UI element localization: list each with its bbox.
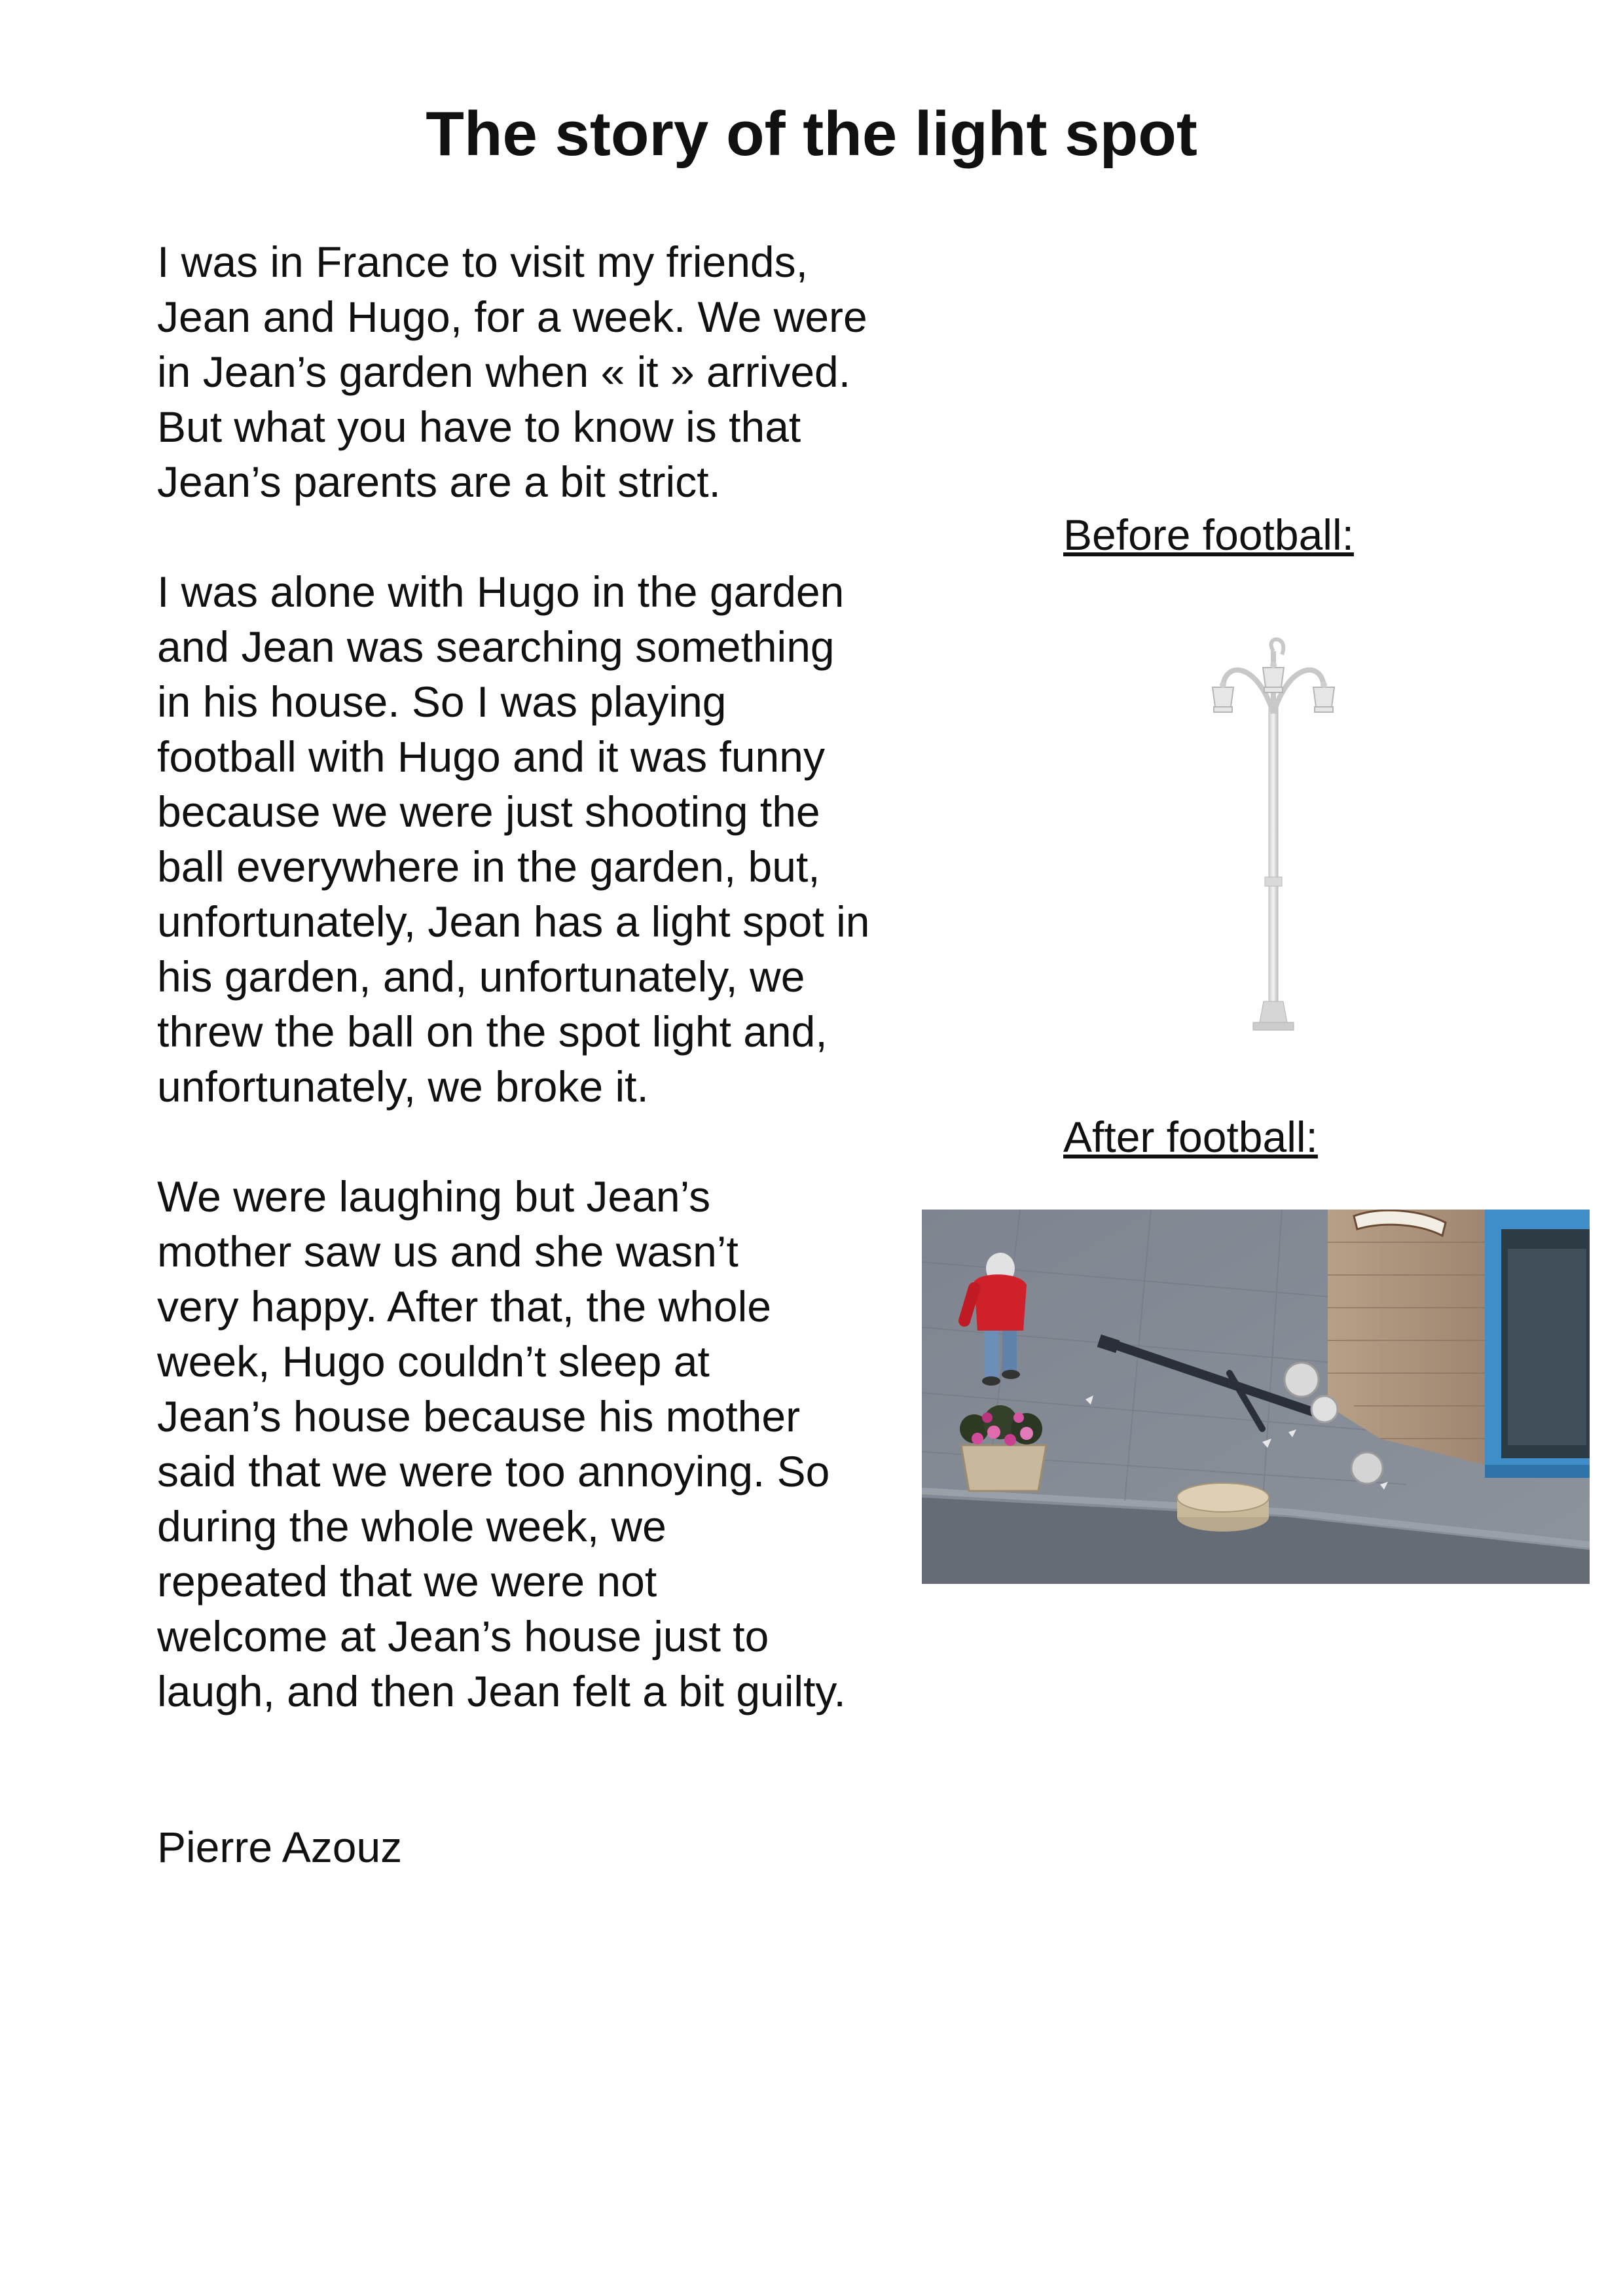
paragraph-3: We were laughing but Jean’s mother saw us and she wasn’t very happy. After that, the whole week, Hugo couldn’t sleep at Jean’s house because his mother said that we were too annoying. So during the whole week, we repeated that we were not welcome at Jean’s house just to laugh, and then Jean felt a bit guilty.: [157, 1172, 846, 1715]
author-name: Pierre Azouz: [157, 1823, 403, 1871]
story-text: [157, 234, 969, 1774]
paragraph-1: I was in France to visit my friends, Jean and Hugo, for a week. We were in Jean’s garden when « it » arrived. But what you have to know is that Jean’s parents are a bit strict.: [157, 238, 867, 506]
after-caption: After football:: [1063, 1113, 1318, 1161]
paragraph-2: I was alone with Hugo in the garden and Jean was searching something in his house. So I was playing football with Hugo and it was funny because we were just shooting the ball everywhere in the garden, but, unfortunately, Jean has a light spot in his garden, and, unfortunately, we threw the ball on the spot light and, unfortunately, we broke it.: [157, 567, 870, 1111]
before-caption: Before football:: [1063, 511, 1354, 559]
broken-lamp-photo: [922, 1210, 1590, 1584]
street-lamp-image: [1198, 622, 1349, 1041]
page-title: The story of the light spot: [426, 99, 1197, 169]
